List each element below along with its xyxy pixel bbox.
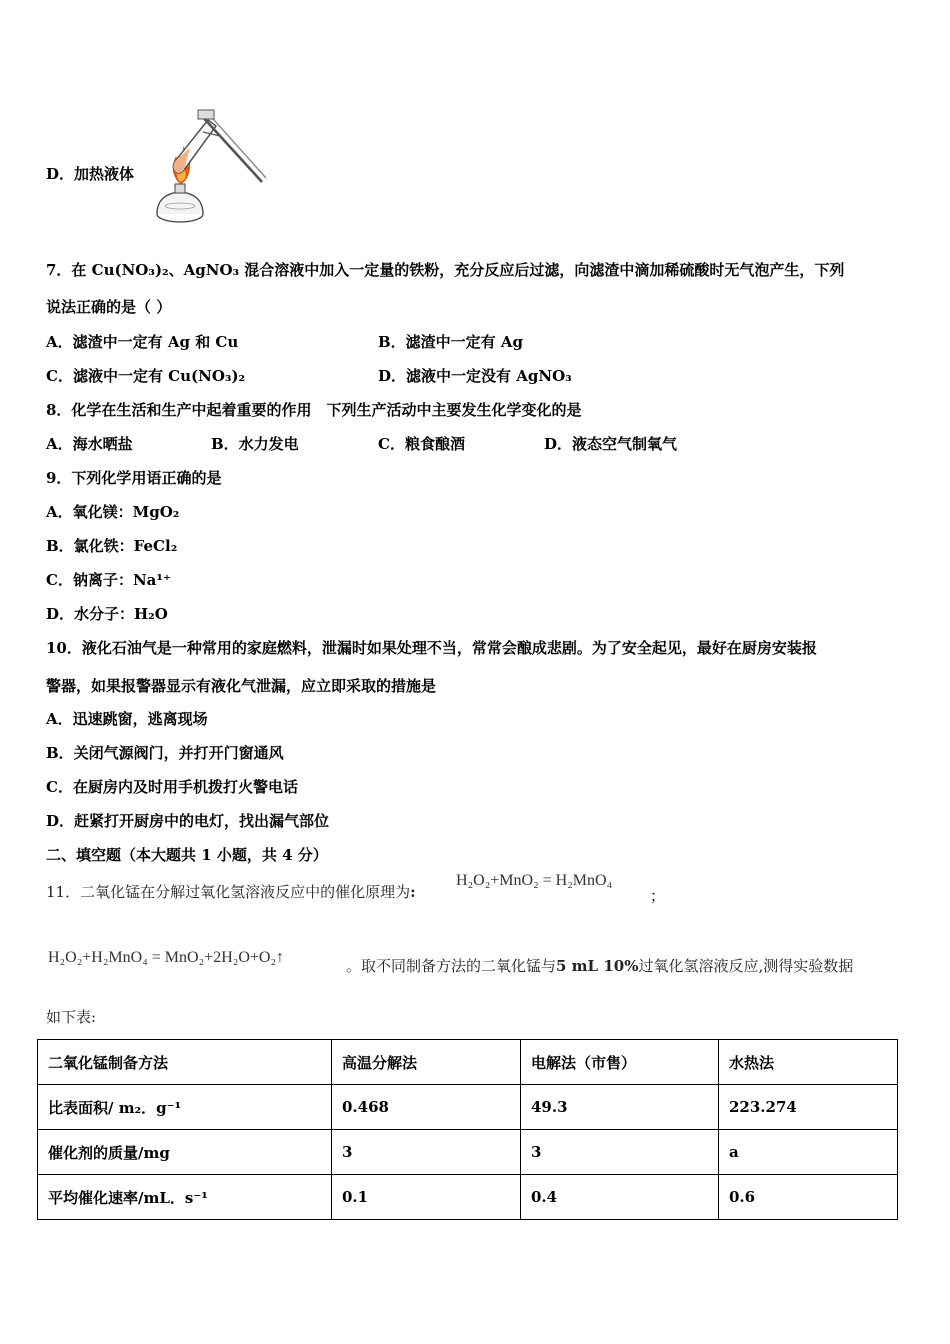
q10-stem-line2: 警器，如果报警器显示有液化气泄漏，应立即采取的措施是 — [46, 677, 437, 695]
q9-option-c: C．钠离子：Na¹⁺ — [46, 571, 171, 589]
table-header-cell: 二氧化锰制备方法 — [38, 1040, 332, 1085]
q7-option-d: D．滤液中一定没有 AgNO₃ — [378, 367, 572, 385]
q7-stem-line2: 说法正确的是（ ） — [46, 298, 172, 316]
table-cell: 平均催化速率/mL．s⁻¹ — [38, 1175, 332, 1220]
q9-option-b: B．氯化铁：FeCl₂ — [46, 537, 178, 555]
q11-intro: 11．二氧化锰在分解过氧化氢溶液反应中的催化原理为: — [46, 883, 416, 901]
q11-line3: 如下表: — [46, 1008, 97, 1026]
table-cell: a — [719, 1130, 898, 1175]
table-cell: 催化剂的质量/mg — [38, 1130, 332, 1175]
table-row — [38, 1130, 898, 1175]
q11-prefix: 11．二氧化锰在分解过氧化氢溶液反应中的催化原理为 — [46, 883, 411, 901]
q10-option-d: D．赶紧打开厨房中的电灯，找出漏气部位 — [46, 812, 330, 830]
section-2-heading: 二、填空题（本大题共 1 小题，共 4 分） — [46, 846, 328, 864]
q8-stem: 8．化学在生活和生产中起着重要的作用 下列生产活动中主要发生化学变化的是 — [46, 401, 582, 419]
table-cell: 223.274 — [719, 1085, 898, 1130]
q8-option-a: A．海水晒盐 — [46, 435, 133, 453]
q10-stem-line1: 10．液化石油气是一种常用的家庭燃料，泄漏时如果处理不当，常常会酿成悲剧。为了安全起见，最好在厨房安装报 — [46, 639, 817, 657]
q10-option-c: C．在厨房内及时用手机拨打火警电话 — [46, 778, 298, 796]
q11-separator: ； — [650, 887, 666, 905]
table-header-row — [38, 1040, 898, 1085]
table-cell: 3 — [521, 1130, 719, 1175]
table-cell: 0.1 — [332, 1175, 521, 1220]
table-header-cell: 电解法（市售） — [521, 1040, 719, 1085]
q8-option-c: C．粮食酿酒 — [378, 435, 465, 453]
q7-option-c: C．滤液中一定有 Cu(NO₃)₂ — [46, 367, 246, 385]
table-cell: 49.3 — [521, 1085, 719, 1130]
q7-option-a: A．滤渣中一定有 Ag 和 Cu — [46, 333, 239, 351]
q7-option-b: B．滤渣中一定有 Ag — [378, 333, 524, 351]
q9-stem: 9．下列化学用语正确的是 — [46, 469, 222, 487]
table-cell: 比表面积/ m₂．g⁻¹ — [38, 1085, 332, 1130]
q9-option-d: D．水分子：H₂O — [46, 605, 168, 623]
q8-option-d: D．液态空气制氧气 — [544, 435, 678, 453]
q11-equation-1: H₂O₂+MnO₂ = H₂MnO₄ — [456, 872, 613, 889]
table-cell: 0.4 — [521, 1175, 719, 1220]
table-header-cell: 水热法 — [719, 1040, 898, 1085]
table-cell: 0.6 — [719, 1175, 898, 1220]
q10-option-b: B．关闭气源阀门，并打开门窗通风 — [46, 744, 284, 762]
table-row — [38, 1085, 898, 1130]
q7-stem-line1: 7．在 Cu(NO₃)₂、AgNO₃ 混合溶液中加入一定量的铁粉，充分反应后过滤，向滤渣中滴加稀硫酸时无气泡产生，下列 — [46, 261, 845, 279]
catalyst-data-table — [37, 1039, 898, 1220]
q11-amount: 5 mL 10% — [556, 957, 639, 975]
table-cell: 3 — [332, 1130, 521, 1175]
table-cell: 0.468 — [332, 1085, 521, 1130]
q8-option-b: B．水力发电 — [211, 435, 299, 453]
heating-liquid-apparatus-image — [150, 108, 268, 224]
q11-after-amount: 过氧化氢溶液反应,测得实验数据 — [638, 957, 854, 975]
table-header-cell: 高温分解法 — [332, 1040, 521, 1085]
q11-sentence — [346, 956, 853, 976]
q6-option-d: D．加热液体 — [46, 165, 135, 183]
q11-after-eq2: 。取不同制备方法的二氧化锰与 — [346, 957, 557, 975]
q10-option-a: A．迅速跳窗，逃离现场 — [46, 710, 208, 728]
test-tube-icon — [173, 120, 216, 173]
table-row — [38, 1175, 898, 1220]
q11-equation-2: H₂O₂+H₂MnO₄ = MnO₂+2H₂O+O₂↑ — [48, 949, 285, 966]
q9-option-a: A．氧化镁：MgO₂ — [46, 503, 180, 521]
spirit-lamp-icon — [157, 184, 203, 222]
